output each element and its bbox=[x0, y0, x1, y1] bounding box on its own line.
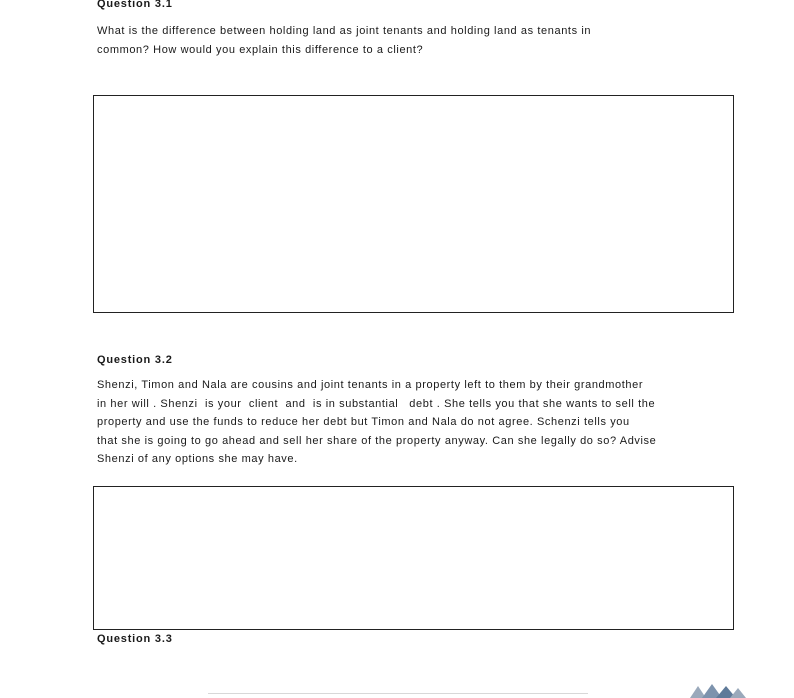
answer-box-3-1[interactable] bbox=[93, 95, 734, 313]
text-line: common? How would you explain this difference to a client? bbox=[97, 43, 424, 56]
question-3-2-heading: Question 3.2 bbox=[97, 354, 173, 366]
footer-line bbox=[208, 693, 588, 694]
logo-triangle bbox=[730, 688, 746, 698]
question-3-3-heading: Question 3.3 bbox=[97, 633, 173, 645]
question-3-1-heading: Question 3.1 bbox=[97, 0, 173, 10]
text-line: Shenzi of any options she may have. bbox=[97, 453, 298, 465]
text-line: property and use the funds to reduce her debt but Timon and Nala do not agree. Schenzi tells you bbox=[97, 416, 630, 428]
text-line: What is the difference between holding land as joint tenants and holding land as tenants in bbox=[97, 25, 592, 37]
question-3-1-text bbox=[97, 22, 591, 59]
text-line: that she is going to go ahead and sell her share of the property anyway. Can she legally do so? Advise bbox=[97, 434, 657, 447]
answer-box-3-2[interactable] bbox=[93, 486, 734, 630]
text-line: Shenzi, Timon and Nala are cousins and joint tenants in a property left to them by their grandmother bbox=[97, 379, 644, 391]
question-3-2-text bbox=[97, 376, 656, 469]
text-line: in her will . Shenzi is your client and is in substantial debt . She tells you that she wants to sell the bbox=[97, 397, 656, 410]
